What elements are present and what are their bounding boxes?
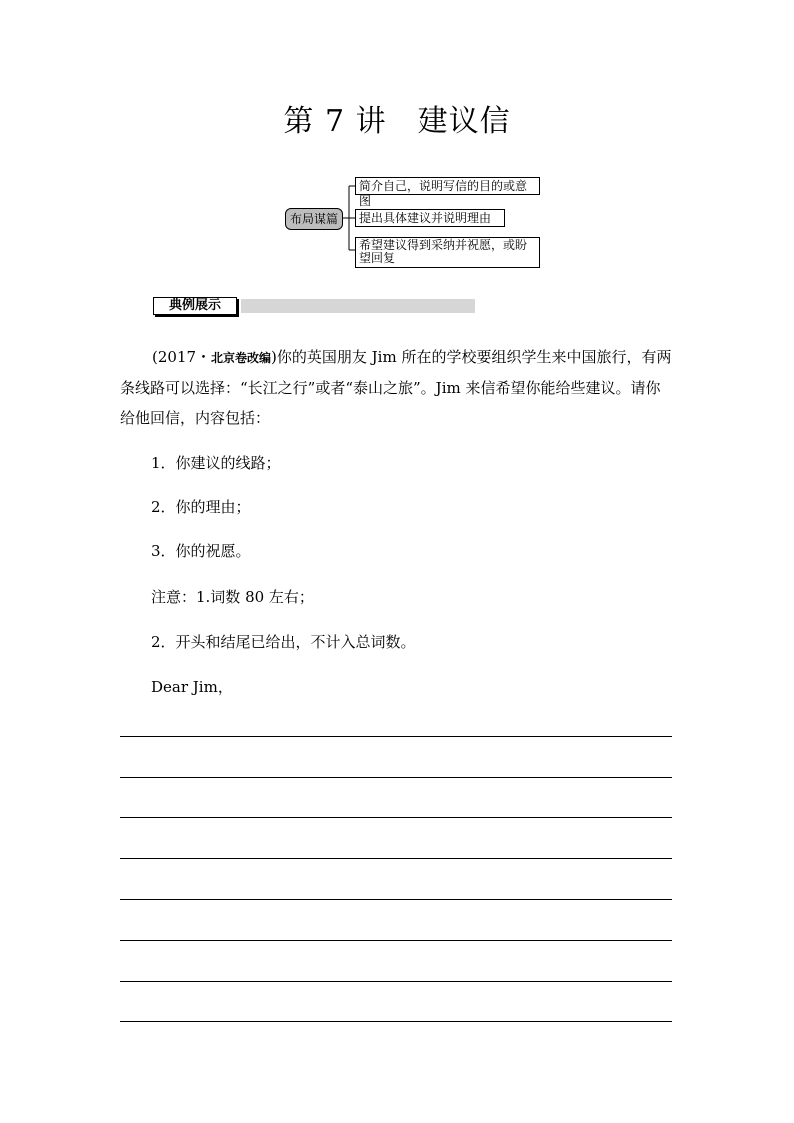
question-paragraph bbox=[120, 342, 675, 433]
list-item-wishes: 3．你的祝愿。 bbox=[151, 542, 251, 560]
section-bar bbox=[241, 299, 475, 313]
list-item-reason: 2．你的理由； bbox=[151, 498, 251, 516]
mindmap-root: 布局谋篇 bbox=[285, 208, 343, 230]
writing-line bbox=[120, 981, 672, 982]
letter-greeting: Dear Jim， bbox=[151, 678, 233, 696]
question-year: (2017・ bbox=[152, 348, 212, 366]
writing-line bbox=[120, 1021, 672, 1022]
writing-line bbox=[120, 899, 672, 900]
note-word-count: 注意：1.词数 80 左右； bbox=[151, 588, 314, 606]
mindmap-branch-intro: 简介自己，说明写信的目的或意图 bbox=[355, 177, 540, 195]
writing-line bbox=[120, 940, 672, 941]
writing-line bbox=[120, 858, 672, 859]
writing-line bbox=[120, 736, 672, 737]
mindmap-branch-closing: 希望建议得到采纳并祝愿，或盼望回复 bbox=[355, 237, 540, 268]
question-source: 北京卷改编 bbox=[211, 351, 272, 365]
section-label: 典例展示 bbox=[153, 297, 237, 315]
page-title: 第 7 讲 建议信 bbox=[283, 104, 511, 139]
mindmap-branch-advice: 提出具体建议并说明理由 bbox=[355, 209, 505, 227]
writing-line bbox=[120, 777, 672, 778]
question-text: )你的英国朋友 Jim 所在的学校要组织学生来中国旅行，有两条线路可以选择：“长江之行”或者“泰山之旅”。Jim 来信希望你能给些建议。请你给他回信，内容包括： bbox=[120, 348, 672, 427]
note-opening-closing: 2．开头和结尾已给出，不计入总词数。 bbox=[151, 633, 416, 651]
section-header bbox=[153, 297, 475, 315]
writing-line bbox=[120, 817, 672, 818]
list-item-route: 1．你建议的线路； bbox=[151, 454, 281, 472]
